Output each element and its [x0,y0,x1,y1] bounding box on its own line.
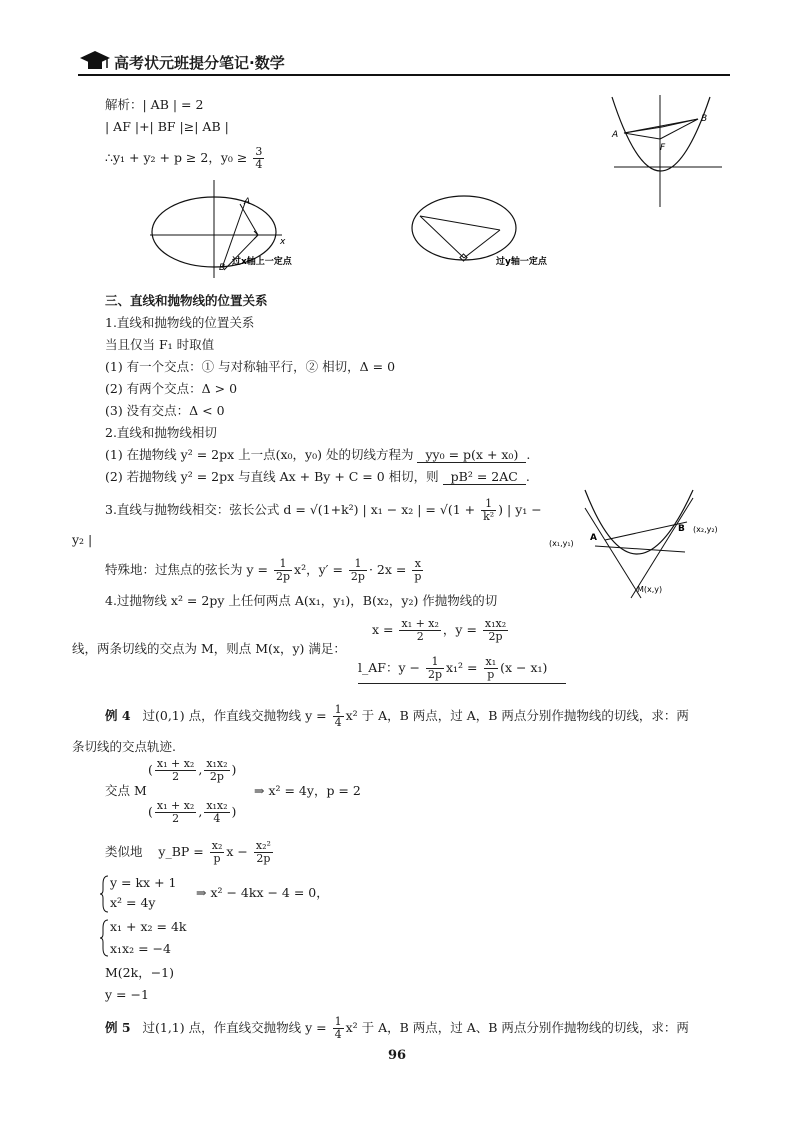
system-brace-2 [100,918,110,958]
system-brace-1 [100,874,110,914]
system-1-result: ⇒ x² − 4kx − 4 = 0， [196,885,329,900]
focal-chord-special-case: 特殊地：过焦点的弦长为 y = $\frac{1}{2p}$ x²，y′ = $\frac{1}{2p}$ · 2x = $\frac{x}{p}$ [105,557,422,583]
example-4-statement-continued: 条切线的交点轨迹. [72,739,176,754]
chord-length-formula: 3.直线与抛物线相交：弦长公式 d = √(1+k²) | x₁ − x₂ | = √(1 + $\frac{1}{\text{k²}}$ ) | y₁ − [105,497,542,523]
result-point-m: M(2k，−1) [105,965,175,980]
system-1-eq-1: y = kx + 1 [110,875,177,890]
system-2-eq-2: x₁x₂ = −4 [110,941,171,956]
figure-parabola-tangents [545,488,735,603]
analysis-line-3: ∴y₁ + y₂ + p ≥ 2，y₀ ≥ $\frac{3}{4}$ [105,145,263,171]
header-rule [78,74,730,76]
fig2-label-b: B [219,263,226,273]
fig4-label-b: B [678,524,685,534]
page-number: 96 [388,1048,407,1063]
fig4-label-m: M(x,y) [637,585,663,594]
analysis-line-1: 解析：| AB | = 2 [105,97,204,112]
tangents-intersection-statement: 4.过抛物线 x² = 2py 上任何两点 A(x₁，y₁)，B(x₂，y₂) 作抛物线的切 [105,593,498,608]
example-5-statement: 例 5 过(1,1) 点，作直线交抛物线 y = $\frac{1}{4}$ x² 于 A，B 两点，过 A、B 两点分别作抛物线的切线，求：两 [105,1015,689,1041]
fig3-caption: 过y轴一定点 [496,257,547,267]
result-locus: y = −1 [105,987,149,1002]
fig2-label-a: A [244,197,251,207]
fig4-label-p2: (x₂,y₂) [693,525,718,534]
system-1-eq-2: x² = 4y [110,895,156,910]
figure-parabola-chord [600,95,730,210]
subheading-2: 2.直线和抛物线相切 [105,425,217,440]
case-1: (1) 有一个交点：① 与对称轴平行，② 相切，Δ = 0 [105,359,396,374]
case-2: (2) 有两个交点：Δ > 0 [105,381,238,396]
tangent-line-item-1: (1) 在抛物线 y² = 2px 上一点(x₀，y₀) 处的切线方程为 yy₀ = p(x + x₀) . [105,447,531,462]
system-2-eq-1: x₁ + x₂ = 4k [110,919,187,934]
analysis-line-2: | AF |+| BF |≥| AB | [105,119,229,134]
answer-blank: yy₀ = p(x + x₀) [417,447,526,463]
intersection-coordinates: x = $\frac{\text{x₁ + x₂}}{2}$ ，y = $\frac{\text{x₁x₂}}{2p}$ [372,617,507,643]
point-m-expression-1: ( $\frac{\text{x₁ + x₂}}{2}$ , $\frac{\text{x₁x₂}}{2p}$ ) [148,757,237,783]
case-3: (3) 没有交点：Δ < 0 [105,403,225,418]
point-m-result: ⇒ x² = 4y，p = 2 [254,783,361,798]
subheading-1: 1.直线和抛物线的位置关系 [105,315,255,330]
figure-ellipse-y-axis [410,186,580,276]
fig1-label-a: A [612,130,619,140]
figure-ellipse-x-axis [150,180,350,280]
section-heading: 三、直线和抛物线的位置关系 [105,293,268,308]
example-4-statement: 例 4 过(0,1) 点，作直线交抛物线 y = $\frac{1}{4}$ x² 于 A，B 两点，过 A，B 两点分别作抛物线的切线，求：两 [105,703,689,729]
point-m-expression-2: ( $\frac{\text{x₁ + x₂}}{2}$ , $\frac{\text{x₁x₂}}{4}$ ) [148,799,237,825]
tangent-line-item-2: (2) 若抛物线 y² = 2px 与直线 Ax + By + C = 0 相切，则 pB² = 2AC . [105,469,530,484]
fig4-label-a: A [590,533,597,543]
similarly-line: 类似地 y_BP = $\frac{\text{x₂}}{p}$ x − $\frac{\text{x₂²}}{2p}$ [105,839,271,865]
chord-length-continued: y₂ | [72,532,93,547]
fig2-label-x: x [280,237,286,247]
graduation-cap-icon [78,48,112,72]
fig1-label-b: B [701,114,708,124]
answer-blank: pB² = 2AC [443,469,526,485]
fig2-caption: 过x轴上一定点 [232,257,292,267]
tangents-statement-continued: 线，两条切线的交点为 M，则点 M(x，y) 满足： [72,641,346,656]
tangent-line-equation: l_AF：y − $\frac{1}{2p}$ x₁² = $\frac{\text{x₁}}{p}$ (x − x₁) [358,656,566,684]
note-line: 当且仅当 F₁ 时取值 [105,337,215,352]
header-title: 高考状元班提分笔记·数学 [114,54,285,72]
fig4-label-p1: (x₁,y₁) [549,539,574,548]
point-m-label: 交点 M [105,783,147,798]
fig1-label-f: F [660,143,666,153]
